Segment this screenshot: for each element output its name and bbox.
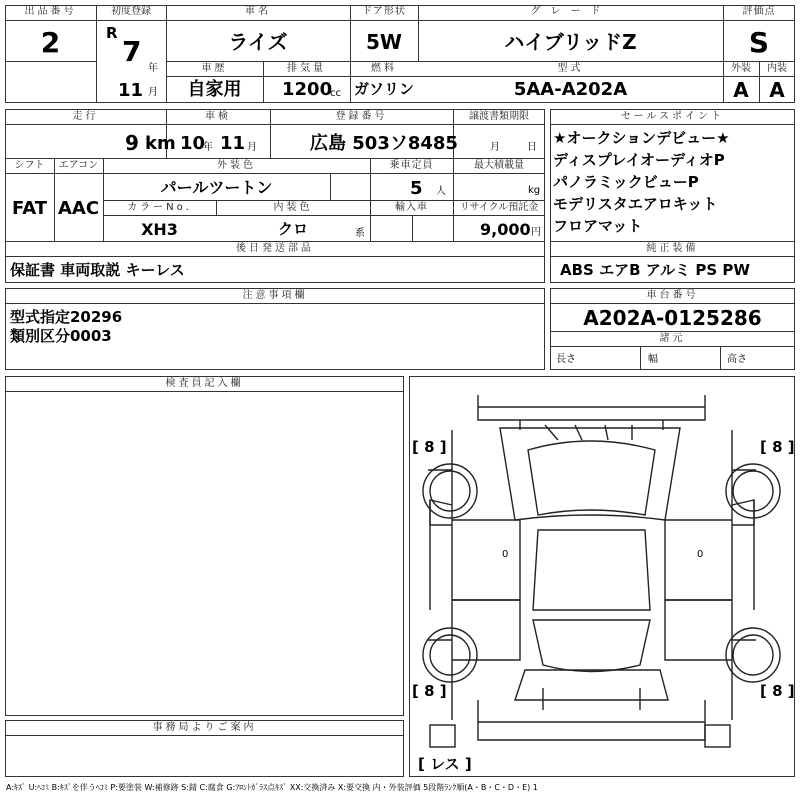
exterior: A: [733, 78, 749, 102]
int-color-unit: 系: [355, 228, 365, 239]
recycle: 9,000: [480, 220, 531, 239]
sales-item: モデリスタエアロキット: [553, 195, 718, 213]
insp-month: 11: [220, 133, 246, 154]
equipment: ABS エアB アルミ PS PW: [560, 261, 750, 279]
reg-year: 7: [122, 35, 142, 68]
insp-year: 10: [180, 133, 206, 154]
sales-item: パノラミックビューP: [553, 173, 699, 191]
width-label: 幅: [648, 354, 658, 365]
sales-label: セールスポイント: [620, 111, 725, 122]
ac-label: エアコン: [58, 160, 99, 171]
model-label: 型式: [557, 63, 584, 74]
transfer-day-unit: 日: [527, 142, 537, 153]
grade-label: グレード: [530, 6, 611, 17]
ext-color-label: 外装色: [217, 160, 256, 171]
km-unit: km: [145, 133, 176, 154]
recycle-unit: 円: [531, 227, 541, 238]
fuel: ガソリン: [353, 80, 414, 98]
car-name-label: 車名: [245, 6, 271, 17]
fuel-label: 燃料: [371, 63, 397, 74]
chassis-number: A202A-0125286: [583, 306, 762, 330]
length-label: 長さ: [556, 354, 576, 365]
shift: FAT: [11, 198, 48, 219]
color-no: XH3: [141, 220, 178, 239]
era: R: [106, 24, 118, 42]
cc-unit: cc: [330, 88, 341, 99]
lot-no: 2: [40, 26, 61, 59]
insp-year-unit: 年: [203, 142, 213, 153]
score-label: 評価点: [742, 6, 776, 17]
inspection-label: 車検: [205, 111, 231, 122]
recycle-label: リサイクル預託金: [459, 202, 539, 213]
office-label: 事務局よりご案内: [152, 722, 257, 733]
capacity-unit: 人: [436, 186, 446, 197]
score: S: [748, 26, 770, 59]
panel-mark: 0: [697, 549, 704, 560]
sales-item: ★オークションデビュー★: [553, 129, 730, 147]
tire-rear-right: [ 8 ]: [760, 682, 795, 700]
specs-label: 諸元: [659, 333, 686, 344]
door: 5W: [366, 30, 402, 54]
ext-color: パールツートン: [160, 178, 273, 197]
door-label: ドア形状: [362, 6, 406, 17]
sales-item: フロアマット: [553, 217, 643, 235]
max-load-unit: kg: [528, 185, 541, 196]
exterior-label: 外装: [731, 63, 751, 74]
equipment-label: 純正装備: [646, 243, 699, 254]
later-parts-label: 後日発送部品: [236, 243, 314, 254]
history: 自家用: [187, 79, 242, 100]
first-reg-label: 初度登録: [111, 6, 151, 17]
color-no-label: カラーNo.: [127, 202, 192, 213]
year-unit: 年: [148, 63, 158, 74]
history-label: 車歴: [201, 63, 228, 74]
reg-no: 広島 503ソ8485: [310, 133, 458, 154]
reg-month: 11: [118, 80, 144, 101]
reg-no-label: 登録番号: [335, 111, 388, 122]
capacity-label: 乗車定員: [389, 160, 434, 171]
transfer-month-unit: 月: [490, 142, 500, 153]
ac: AAC: [57, 198, 100, 219]
notes-line: 類別区分0003: [10, 327, 112, 345]
interior-label: 内装: [767, 63, 787, 74]
notes-label: 注意事項欄: [242, 290, 308, 301]
sales-item: ディスプレイオーディオP: [553, 151, 725, 169]
lot-no-label: 出品番号: [24, 6, 77, 17]
int-color-label: 内装色: [273, 202, 313, 213]
notes-line: 型式指定20296: [10, 308, 123, 326]
panel-mark: 0: [502, 549, 509, 560]
shift-label: シフト: [14, 160, 45, 171]
grade: ハイブリッドZ: [504, 30, 637, 54]
insp-month-unit: 月: [247, 142, 257, 153]
car-name: ライズ: [228, 30, 288, 54]
interior: A: [769, 78, 785, 102]
legend: A:ｷｽﾞ U:ﾍｺﾐ B:ｷｽﾞを伴うﾍｺﾐ P:要塗装 W:補修跡 S:錆 C:腐食 G:ﾌﾛﾝﾄｶﾞﾗｽ点ｷｽﾞ XX:交換済み X:要交換 内・外装評価 5段階ﾗﾝｸ順(A・B・C・D・E) 1: [6, 783, 538, 792]
capacity: 5: [410, 178, 423, 199]
tire-rear-left: [ 8 ]: [412, 682, 447, 700]
max-load-label: 最大積載量: [474, 160, 524, 171]
displacement: 1200: [282, 79, 333, 100]
spare-tire: [ レス ]: [418, 755, 472, 773]
tire-front-left: [ 8 ]: [412, 438, 447, 456]
transfer-label: 譲渡書類期限: [469, 111, 529, 122]
height-label: 高さ: [727, 354, 747, 365]
int-color: クロ: [277, 220, 308, 238]
tire-front-right: [ 8 ]: [760, 438, 795, 456]
mileage-label: 走行: [72, 111, 99, 122]
later-parts: 保証書 車両取説 キーレス: [10, 261, 185, 279]
chassis-label: 車台番号: [646, 290, 699, 301]
month-unit: 月: [148, 87, 158, 98]
displacement-label: 排気量: [287, 63, 326, 74]
inspector-label: 検査員記入欄: [165, 378, 244, 389]
mileage: 9: [125, 131, 139, 155]
model: 5AA-A202A: [513, 79, 628, 100]
import-label: 輸入車: [395, 202, 428, 213]
